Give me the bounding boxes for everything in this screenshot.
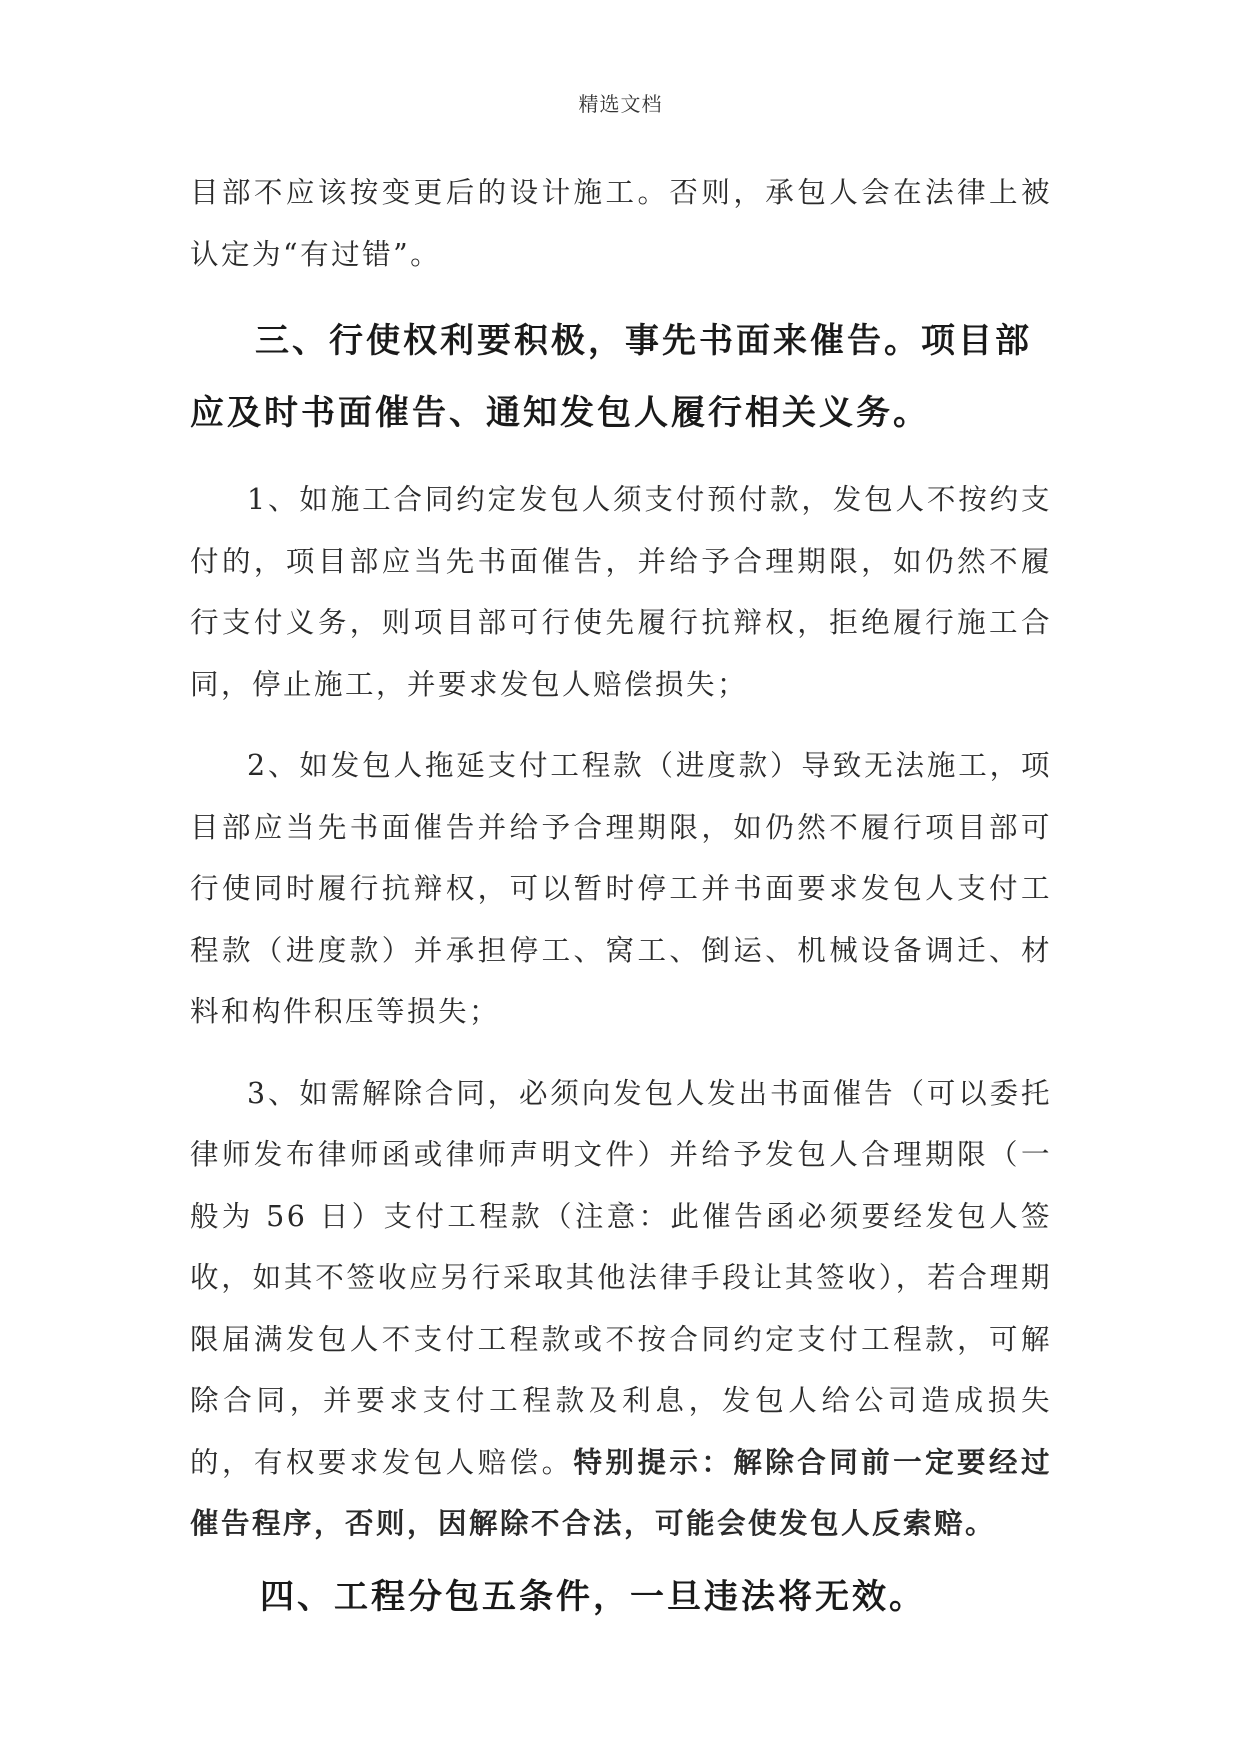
paragraph-item-3-text: 3、如需解除合同，必须向发包人发出书面催告（可以委托律师发布律师函或律师声明文件）并给予发包人合理期限（一般为 56 日）支付工程款（注意：此催告函必须要经发包人签收，如其不签收应另行采取其他法律手段让其签收），若合理期限届满发包人不支付工程款或不按合同约定支付工程款，可解除合同，并要求支付工程款及利息，发包人给公司造成损失的，有权要求发包人赔偿。: [190, 1076, 1052, 1479]
intro-paragraph: 目部不应该按变更后的设计施工。否则，承包人会在法律上被认定为“有过错”。: [190, 176, 1052, 271]
section-heading-3: 三、行使权利要积极，事先书面来催告。项目部应及时书面催告、通知发包人履行相关义务。: [190, 321, 1032, 433]
paragraph-item-1: 1、如施工合同约定发包人须支付预付款，发包人不按约支付的，项目部应当先书面催告，并给予合理期限，如仍然不履行支付义务，则项目部可行使先履行抗辩权，拒绝履行施工合同，停止施工，并要求发包人赔偿损失；: [190, 483, 1052, 701]
page-header: 精选文档: [578, 92, 663, 116]
paragraph-item-2: 2、如发包人拖延支付工程款（进度款）导致无法施工，项目部应当先书面催告并给予合理期限，如仍然不履行项目部可行使同时履行抗辩权，可以暂时停工并书面要求发包人支付工程款（进度款）并承担停工、窝工、倒运、机械设备调迁、材料和构件积压等损失；: [190, 749, 1052, 1028]
spacer: [190, 449, 1052, 469]
spacer: [190, 715, 1052, 735]
document-body: [190, 162, 1052, 1633]
section-heading-4: 四、工程分包五条件，一旦违法将无效。: [260, 1576, 926, 1617]
special-note: 特别提示：解除合同前一定要经过催告程序，否则，因解除不合法，可能会使发包人反索赔。: [190, 1445, 1052, 1540]
spacer: [190, 1043, 1052, 1063]
paragraph-item-3: [190, 1063, 1052, 1555]
